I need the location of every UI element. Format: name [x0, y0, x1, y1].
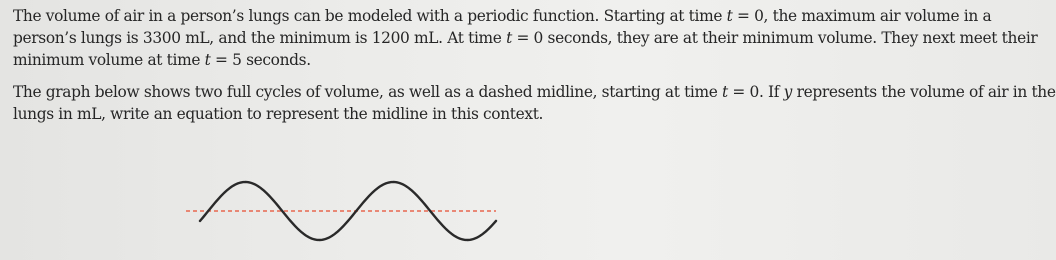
variable-t: t — [726, 7, 733, 25]
text-segment: minimum volume at time — [13, 51, 205, 69]
text-segment: = 0 seconds, they are at their minimum volume. They next meet their — [511, 29, 1038, 47]
problem-paragraph-1 — [13, 5, 1037, 71]
problem-paragraph-2 — [13, 81, 1056, 125]
text-segment: person’s lungs is 3300 mL, and the minimum is 1200 mL. At time — [13, 29, 507, 47]
volume-graph — [178, 176, 502, 246]
text-segment: The graph below shows two full cycles of volume, as well as a dashed midline, starting at time — [13, 83, 723, 101]
text-segment: represents the volume of air in the — [792, 83, 1056, 101]
paragraph-2-line-1 — [13, 81, 1056, 103]
text-segment: = 5 seconds. — [210, 51, 311, 69]
text-segment: = 0. If — [727, 83, 784, 101]
variable-t: t — [506, 29, 512, 47]
text-segment: = 0, the maximum air volume in a — [732, 7, 992, 25]
variable-t: t — [722, 83, 728, 101]
paragraph-1-line-3 — [13, 49, 1037, 71]
paragraph-1-line-1 — [13, 5, 1037, 27]
variable-t: t — [204, 51, 211, 69]
paragraph-2-line-2: lungs in mL, write an equation to represent the midline in this context. — [13, 105, 544, 123]
text-segment: The volume of air in a person’s lungs can be modeled with a periodic function. Starting at time — [13, 7, 727, 25]
paragraph-1-line-2 — [13, 27, 1037, 49]
variable-y: y — [783, 83, 793, 101]
